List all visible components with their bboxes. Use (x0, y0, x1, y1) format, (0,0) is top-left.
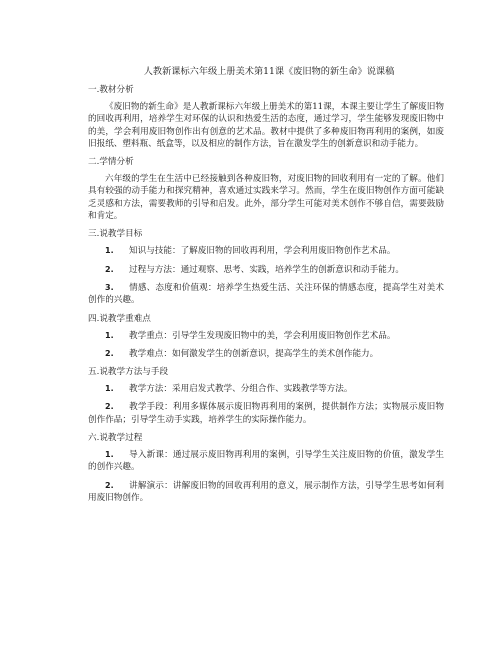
section-paragraph: 六年级的学生在生活中已经接触到各种废旧物，对废旧物的回收利用有一定的了解。他们具有较强的动手能力和探究精神，喜欢通过实践来学习。然而，学生在废旧物创作方面可能缺乏灵感和方法，需要教师的引导和启发。此外，部分学生可能对美术创作不够自信，需要鼓励和肯定。 (88, 174, 444, 222)
section-heading: 二.学情分析 (88, 157, 134, 168)
list-item (88, 348, 444, 360)
list-item (88, 383, 444, 395)
list-item (88, 282, 444, 307)
section-heading: 五.说教学方法与手段 (88, 367, 169, 378)
section-heading: 三.说教学目标 (88, 229, 143, 240)
section-methods (88, 367, 444, 426)
list-item-text: 导入新课：通过展示废旧物再利用的案例，引导学生关注废旧物的价值，激发学生的创作兴趣。 (88, 450, 444, 473)
list-item-number: 2. (105, 264, 114, 274)
list-item-text: 教学手段：利用多媒体展示废旧物再利用的案例，提供制作方法；实物展示废旧物创作作品；引导学生动手实践，培养学生的实际操作能力。 (88, 402, 444, 425)
list-item (88, 401, 444, 426)
list-item-number: 1. (105, 450, 114, 460)
section-student-analysis (88, 157, 444, 222)
list-item (88, 480, 444, 505)
list-item (88, 330, 444, 342)
list-item (88, 449, 444, 474)
section-heading: 四.说教学重难点 (88, 313, 151, 324)
list-item-number: 2. (105, 402, 114, 412)
list-item-number: 1. (105, 330, 114, 340)
list-item-number: 1. (105, 384, 114, 394)
section-teaching-goals (88, 229, 444, 306)
list-item (88, 264, 444, 276)
list-item-number: 2. (105, 348, 114, 358)
list-item-text: 情感、态度和价值观：培养学生热爱生活、关注环保的情感态度，提高学生对美术创作的兴趣。 (88, 282, 444, 306)
document-title: 人教新课标六年级上册美术第11课《废旧物的新生命》说课稿 (143, 66, 395, 77)
list-item-text: 教学难点：如何激发学生的创新意识，提高学生的美术创作能力。 (129, 348, 379, 359)
section-heading: 六.说教学过程 (88, 433, 143, 444)
section-heading: 一.教材分析 (88, 85, 134, 95)
list-item-text: 知识与技能：了解废旧物的回收再利用，学会利用废旧物创作艺术品。 (129, 246, 396, 257)
list-item (88, 245, 444, 257)
section-key-points (88, 314, 444, 361)
list-item-number: 2. (105, 480, 114, 490)
list-item-text: 教学方法：采用启发式教学、分组合作、实践教学等方法。 (129, 384, 353, 395)
section-textbook-analysis (88, 85, 444, 150)
list-item-text: 教学重点：引导学生发现废旧物中的美，学会利用废旧物创作艺术品。 (129, 330, 396, 341)
list-item-number: 1. (105, 246, 114, 256)
section-paragraph: 《废旧物的新生命》是人教新课标六年级上册美术的第11课，本课主要让学生了解废旧物的回收再利用，培养学生对环保的认识和热爱生活的态度，通过学习，学生能够发现废旧物中的美，学会利用废旧物创作出有创意的艺术品。教材中提供了多种废旧物再利用的案例，如废旧报纸、塑料瓶、纸盒等，以及相应的制作方法，旨在激发学生的创新意识和动手能力。 (88, 102, 444, 149)
list-item-text: 讲解演示：讲解废旧物的回收再利用的意义，展示制作方法，引导学生思考如何利用废旧物创作。 (88, 480, 444, 503)
list-item-text: 过程与方法：通过观察、思考、实践，培养学生的创新意识和动手能力。 (129, 264, 405, 275)
section-teaching-process (88, 433, 444, 504)
list-item-number: 3. (105, 282, 114, 292)
